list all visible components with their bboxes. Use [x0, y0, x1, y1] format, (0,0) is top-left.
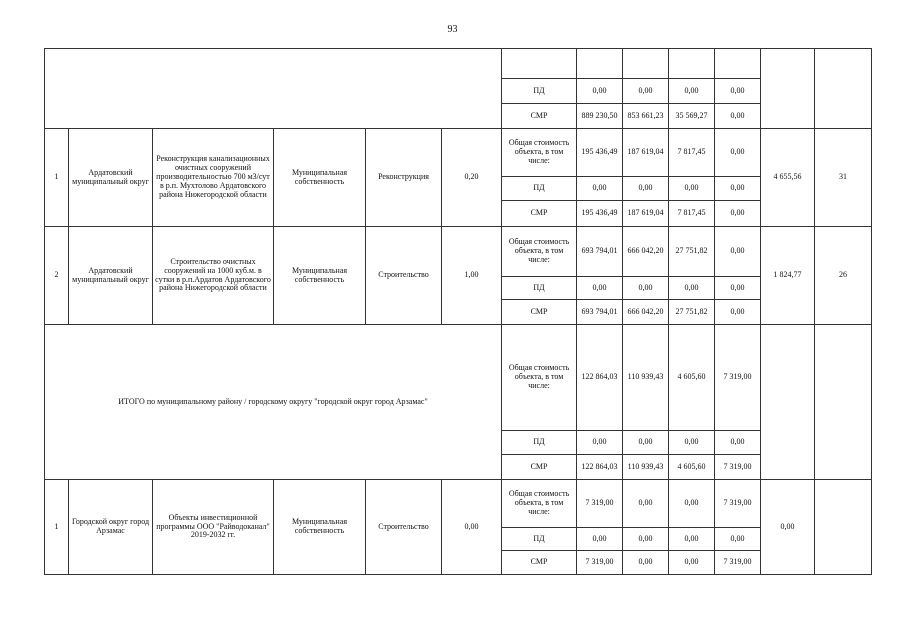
cont-pd-4: 0,00	[715, 79, 761, 104]
row-number: 1	[45, 129, 69, 227]
cont-pd-2: 0,00	[623, 79, 669, 104]
total-3: 27 751,82	[669, 227, 715, 277]
smr-1: 7 319,00	[577, 551, 623, 575]
pd-label: ПД	[502, 528, 577, 551]
capacity-cell: 0,00	[442, 480, 502, 575]
total-4: 0,00	[715, 129, 761, 177]
itogo-pd-3: 0,00	[669, 431, 715, 455]
smr-2: 666 042,20	[623, 300, 669, 325]
smr-label: СМР	[502, 455, 577, 480]
smr-4: 0,00	[715, 201, 761, 227]
cont-pd-1: 0,00	[577, 79, 623, 104]
total-cost-label: Общая стоимость объекта, в том числе:	[502, 325, 577, 431]
pd-label: ПД	[502, 79, 577, 104]
itogo-pd-4: 0,00	[715, 431, 761, 455]
smr-4: 0,00	[715, 300, 761, 325]
total-4: 0,00	[715, 227, 761, 277]
pd-2: 0,00	[623, 528, 669, 551]
total-3: 0,00	[669, 480, 715, 528]
smr-3: 0,00	[669, 551, 715, 575]
ownership-cell: Муниципальная собственность	[274, 227, 366, 325]
work-type-cell: Строительство	[366, 227, 442, 325]
col12-cell: 1 824,77	[761, 227, 815, 325]
itogo-pd-1: 0,00	[577, 431, 623, 455]
total-2: 666 042,20	[623, 227, 669, 277]
smr-4: 7 319,00	[715, 551, 761, 575]
district-cell: Ардатовский муниципальный округ	[69, 227, 153, 325]
district-cell: Ардатовский муниципальный округ	[69, 129, 153, 227]
empty-cell	[815, 480, 872, 575]
smr-label: СМР	[502, 104, 577, 129]
itogo-total-3: 4 605,60	[669, 325, 715, 431]
cont-smr-1: 889 230,50	[577, 104, 623, 129]
cont-smr-3: 35 569,27	[669, 104, 715, 129]
total-cost-label: Общая стоимость объекта, в том числе:	[502, 480, 577, 528]
empty-cell	[669, 49, 715, 79]
work-type-cell: Строительство	[366, 480, 442, 575]
empty-cell	[815, 325, 872, 480]
smr-label: СМР	[502, 551, 577, 575]
itogo-pd-2: 0,00	[623, 431, 669, 455]
pd-1: 0,00	[577, 528, 623, 551]
total-1: 693 794,01	[577, 227, 623, 277]
col12-cell: 4 655,56	[761, 129, 815, 227]
pd-label: ПД	[502, 177, 577, 201]
cont-smr-2: 853 661,23	[623, 104, 669, 129]
smr-label: СМР	[502, 201, 577, 227]
table-row	[45, 49, 872, 79]
itogo-total-1: 122 864,03	[577, 325, 623, 431]
pd-4: 0,00	[715, 177, 761, 201]
col13-cell: 26	[815, 227, 872, 325]
total-cost-label: Общая стоимость объекта, в том числе:	[502, 227, 577, 277]
object-name-cell: Объекты инвестиционной программы ООО "Райводоканал" 2019-2032 гг.	[153, 480, 274, 575]
itogo-smr-1: 122 864,03	[577, 455, 623, 480]
investment-table	[44, 48, 872, 575]
col12-cell: 0,00	[761, 480, 815, 575]
total-cost-label: Общая стоимость объекта, в том числе:	[502, 129, 577, 177]
pd-3: 0,00	[669, 177, 715, 201]
pd-label: ПД	[502, 431, 577, 455]
itogo-label: ИТОГО по муниципальному району / городскому округу "городской округ город Арзамас"	[45, 325, 502, 480]
table-row	[45, 325, 872, 431]
empty-cell	[715, 49, 761, 79]
total-1: 195 436,49	[577, 129, 623, 177]
smr-3: 7 817,45	[669, 201, 715, 227]
total-1: 7 319,00	[577, 480, 623, 528]
continuation-blank-cell	[45, 49, 502, 129]
table-row	[45, 129, 872, 177]
capacity-cell: 1,00	[442, 227, 502, 325]
empty-cell	[623, 49, 669, 79]
col13-cell: 31	[815, 129, 872, 227]
empty-cell	[761, 325, 815, 480]
row-number: 2	[45, 227, 69, 325]
total-4: 7 319,00	[715, 480, 761, 528]
smr-1: 195 436,49	[577, 201, 623, 227]
object-name-cell: Реконструкция канализационных очистных сооружений производительностью 700 м3/сут в р.п. Мухтолово Ардатовского района Нижегородской области	[153, 129, 274, 227]
smr-3: 27 751,82	[669, 300, 715, 325]
smr-label: СМР	[502, 300, 577, 325]
work-type-cell: Реконструкция	[366, 129, 442, 227]
empty-cell	[761, 49, 815, 129]
cont-pd-3: 0,00	[669, 79, 715, 104]
itogo-smr-3: 4 605,60	[669, 455, 715, 480]
total-2: 0,00	[623, 480, 669, 528]
empty-cell	[502, 49, 577, 79]
empty-cell	[577, 49, 623, 79]
smr-1: 693 794,01	[577, 300, 623, 325]
pd-4: 0,00	[715, 277, 761, 300]
itogo-total-4: 7 319,00	[715, 325, 761, 431]
pd-4: 0,00	[715, 528, 761, 551]
capacity-cell: 0,20	[442, 129, 502, 227]
table-row	[45, 227, 872, 277]
row-number: 1	[45, 480, 69, 575]
district-cell: Городской округ город Арзамас	[69, 480, 153, 575]
pd-3: 0,00	[669, 528, 715, 551]
smr-2: 187 619,04	[623, 201, 669, 227]
pd-1: 0,00	[577, 277, 623, 300]
itogo-smr-4: 7 319,00	[715, 455, 761, 480]
empty-cell	[815, 49, 872, 129]
object-name-cell: Строительство очистных сооружений на 1000 куб.м. в сутки в р.п.Ардатов Ардатовского района Нижегородской области	[153, 227, 274, 325]
itogo-smr-2: 110 939,43	[623, 455, 669, 480]
table-row	[45, 480, 872, 528]
pd-label: ПД	[502, 277, 577, 300]
itogo-total-2: 110 939,43	[623, 325, 669, 431]
ownership-cell: Муниципальная собственность	[274, 129, 366, 227]
total-3: 7 817,45	[669, 129, 715, 177]
pd-2: 0,00	[623, 277, 669, 300]
smr-2: 0,00	[623, 551, 669, 575]
pd-1: 0,00	[577, 177, 623, 201]
pd-3: 0,00	[669, 277, 715, 300]
page-number: 93	[447, 24, 458, 35]
cont-smr-4: 0,00	[715, 104, 761, 129]
pd-2: 0,00	[623, 177, 669, 201]
ownership-cell: Муниципальная собственность	[274, 480, 366, 575]
total-2: 187 619,04	[623, 129, 669, 177]
